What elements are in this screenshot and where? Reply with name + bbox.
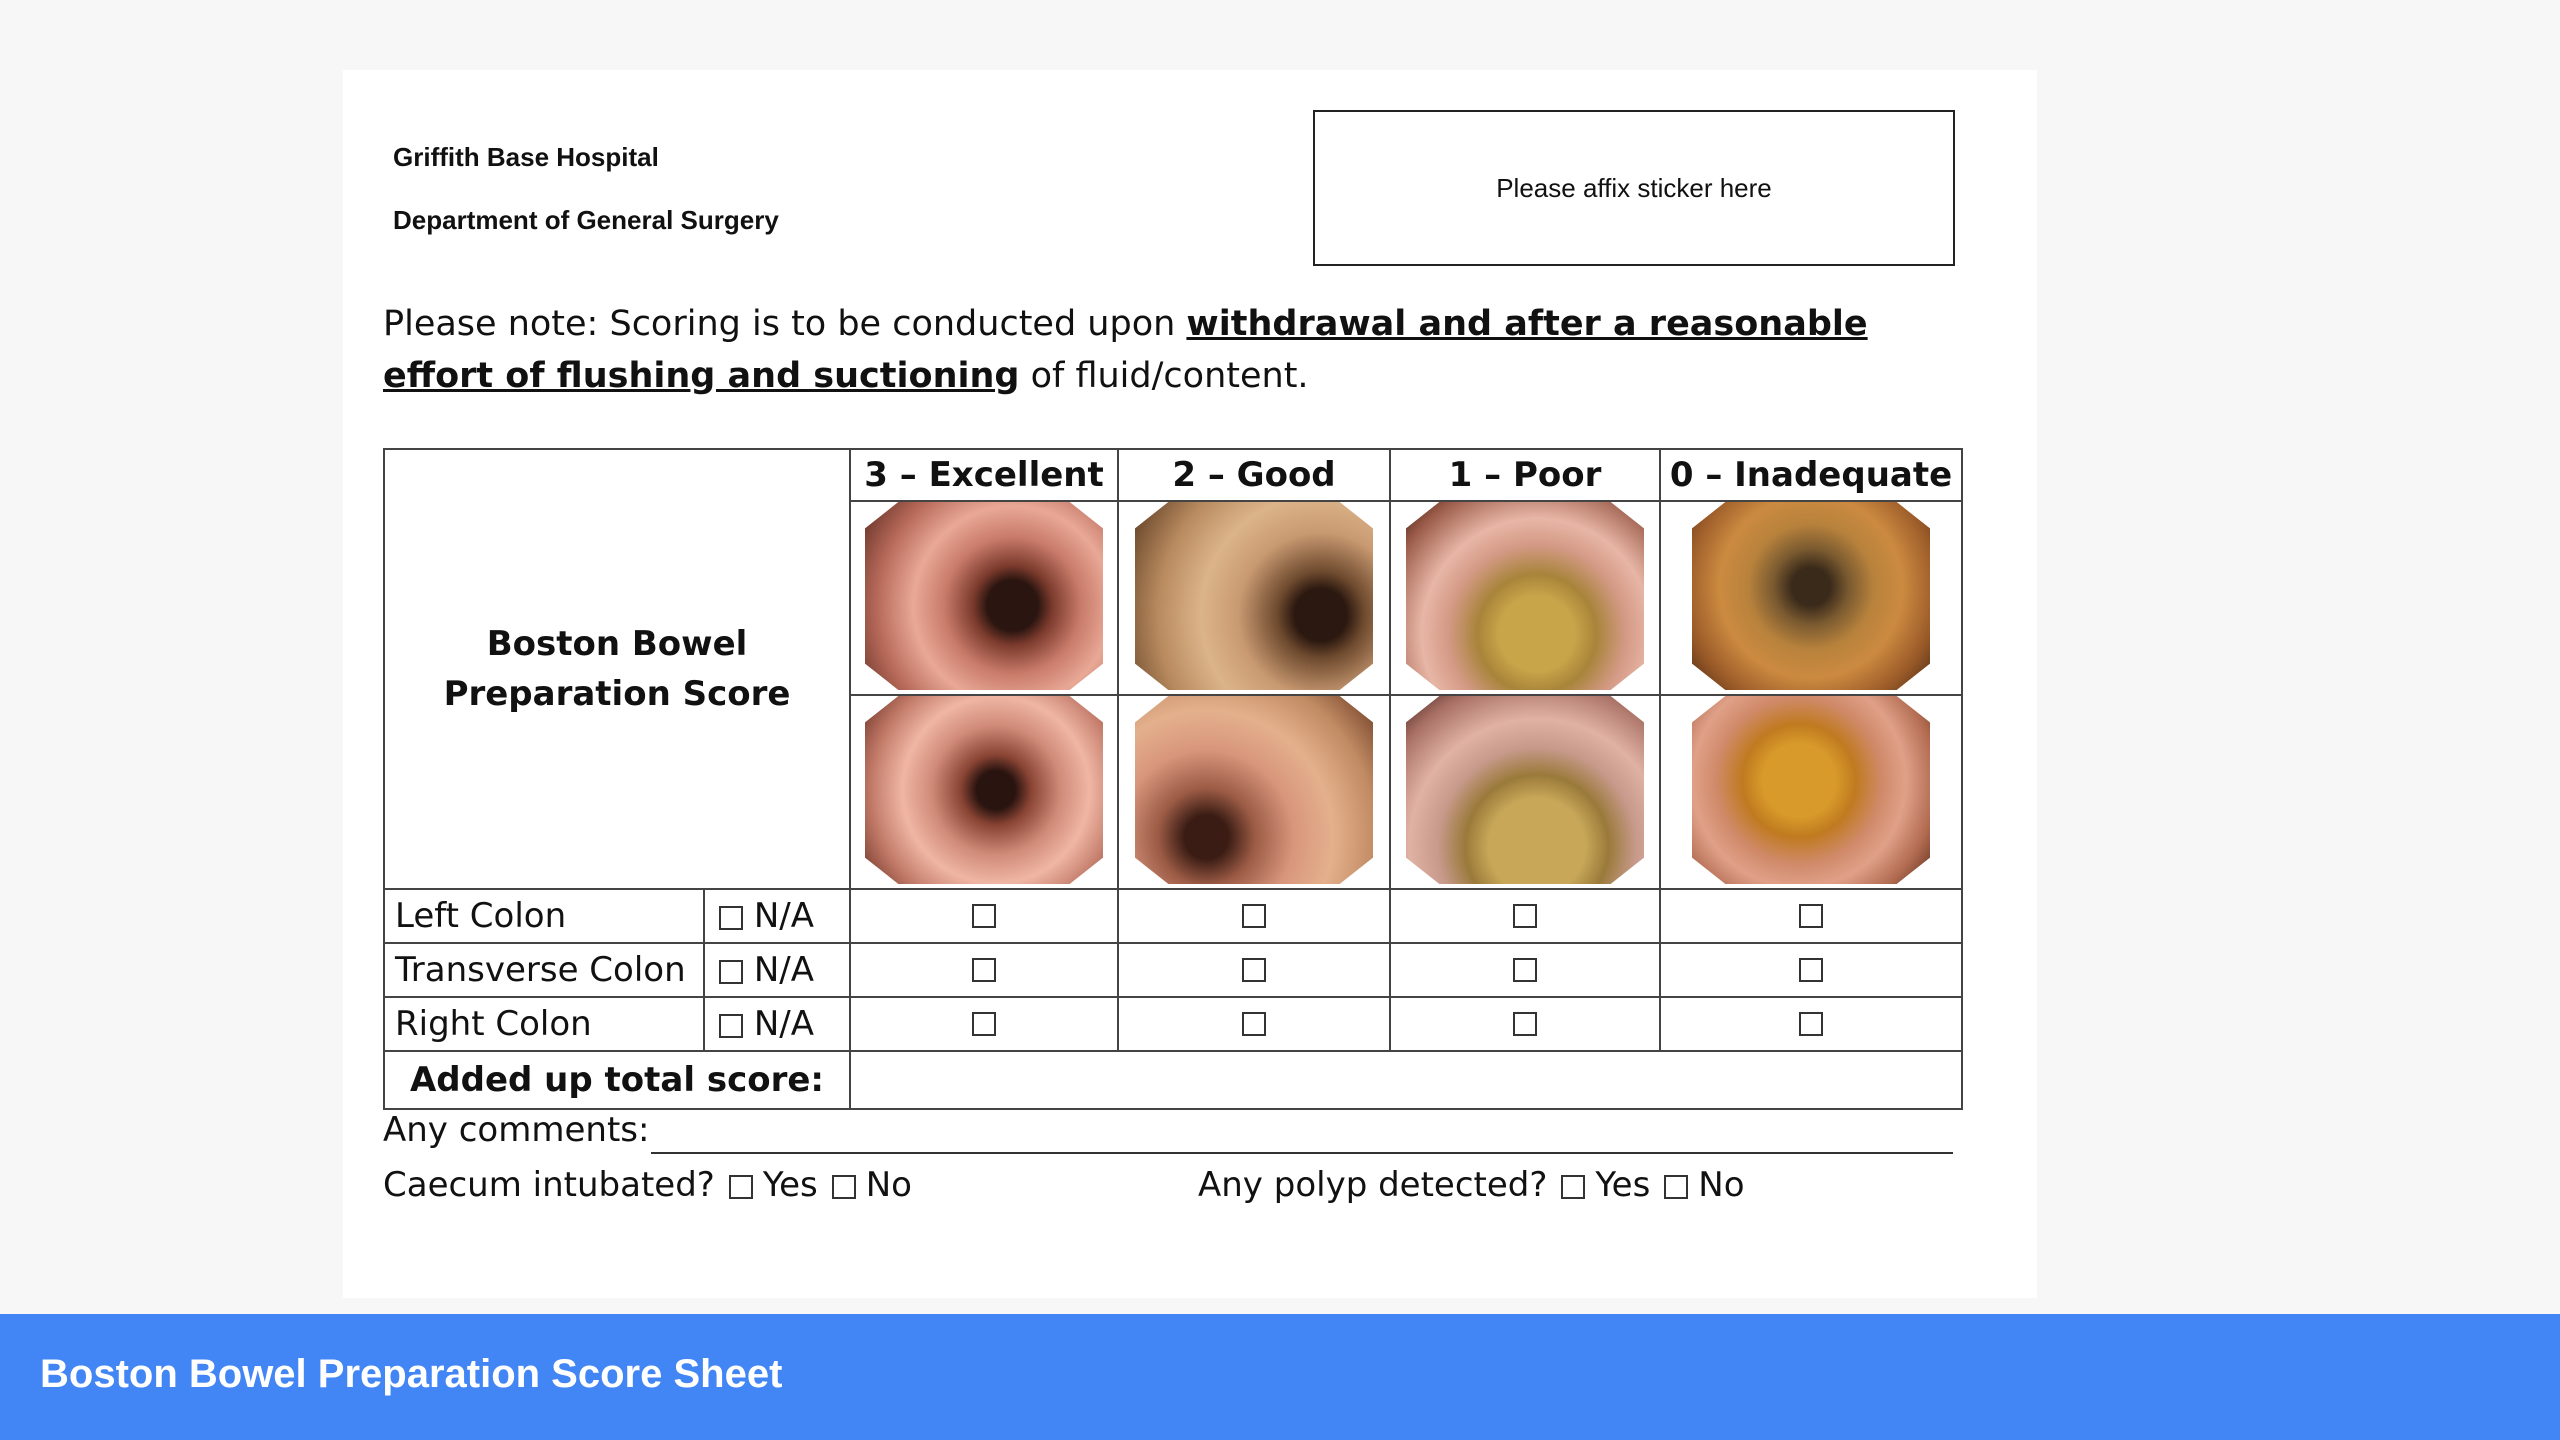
department-name: Department of General Surgery — [393, 205, 779, 235]
checkbox-cell — [1660, 943, 1962, 997]
image-cell — [1660, 501, 1962, 695]
polyp-question — [1198, 1165, 1745, 1205]
note-prefix: Please note: Scoring is to be conducted upon — [383, 304, 1187, 344]
checkbox-cell — [1118, 997, 1390, 1051]
checkbox-cell — [1118, 889, 1390, 943]
column-header-excellent: 3 – Excellent — [850, 449, 1118, 501]
image-cell — [1390, 695, 1660, 889]
right-colon-score-2-checkbox[interactable] — [1242, 1012, 1266, 1036]
patient-sticker-box — [1313, 110, 1955, 266]
transverse-colon-score-0-checkbox[interactable] — [1799, 958, 1823, 982]
right-colon-score-1-checkbox[interactable] — [1513, 1012, 1537, 1036]
checkbox-cell — [1660, 889, 1962, 943]
column-header-poor: 1 – Poor — [1390, 449, 1660, 501]
colonoscopy-image-inadequate-1 — [1692, 502, 1930, 690]
image-cell — [1118, 501, 1390, 695]
right-colon-score-0-checkbox[interactable] — [1799, 1012, 1823, 1036]
na-cell — [704, 997, 850, 1051]
sticker-label: Please affix sticker here — [1496, 172, 1772, 203]
footer-title: Boston Bowel Preparation Score Sheet — [40, 1352, 783, 1396]
left-colon-na-checkbox[interactable] — [719, 906, 743, 930]
colonoscopy-image-good-1 — [1135, 502, 1373, 690]
na-label: N/A — [753, 950, 814, 990]
na-cell — [704, 943, 850, 997]
caecum-question — [383, 1165, 912, 1205]
checkbox-cell — [1118, 943, 1390, 997]
na-cell — [704, 889, 850, 943]
colonoscopy-image-excellent-2 — [865, 696, 1103, 884]
left-colon-score-3-checkbox[interactable] — [972, 904, 996, 928]
colonoscopy-image-poor-2 — [1406, 696, 1644, 884]
colonoscopy-image-good-2 — [1135, 696, 1373, 884]
transverse-colon-score-3-checkbox[interactable] — [972, 958, 996, 982]
checkbox-cell — [850, 943, 1118, 997]
row-label-transverse-colon: Transverse Colon — [384, 943, 704, 997]
right-colon-na-checkbox[interactable] — [719, 1014, 743, 1038]
right-colon-score-3-checkbox[interactable] — [972, 1012, 996, 1036]
polyp-no-checkbox[interactable] — [1664, 1175, 1688, 1199]
colonoscopy-image-poor-1 — [1406, 502, 1644, 690]
checkbox-cell — [1390, 889, 1660, 943]
checkbox-cell — [1390, 943, 1660, 997]
caecum-yes-checkbox[interactable] — [729, 1175, 753, 1199]
image-cell — [1390, 501, 1660, 695]
column-header-good: 2 – Good — [1118, 449, 1390, 501]
table-row — [384, 997, 1962, 1051]
comments-label: Any comments: — [383, 1110, 650, 1150]
transverse-colon-score-1-checkbox[interactable] — [1513, 958, 1537, 982]
image-cell — [1118, 695, 1390, 889]
colonoscopy-image-excellent-1 — [865, 502, 1103, 690]
left-colon-score-0-checkbox[interactable] — [1799, 904, 1823, 928]
left-colon-score-2-checkbox[interactable] — [1242, 904, 1266, 928]
score-sheet-page — [343, 70, 2037, 1298]
na-label: N/A — [753, 1004, 814, 1044]
row-label-left-colon: Left Colon — [384, 889, 704, 943]
total-score-label: Added up total score: — [384, 1051, 850, 1109]
image-cell — [850, 695, 1118, 889]
image-cell — [850, 501, 1118, 695]
footer-banner — [0, 1314, 2560, 1440]
table-row — [384, 889, 1962, 943]
caecum-label: Caecum intubated? — [383, 1165, 715, 1205]
comments-field[interactable] — [651, 1152, 1953, 1154]
polyp-label: Any polyp detected? — [1198, 1165, 1548, 1205]
bbps-title — [384, 449, 850, 889]
transverse-colon-score-2-checkbox[interactable] — [1242, 958, 1266, 982]
table-row — [384, 943, 1962, 997]
caecum-no-label: No — [865, 1165, 912, 1205]
checkbox-cell — [1390, 997, 1660, 1051]
bbps-table — [383, 448, 1963, 1110]
colonoscopy-image-inadequate-2 — [1692, 696, 1930, 884]
image-cell — [1660, 695, 1962, 889]
checkbox-cell — [1660, 997, 1962, 1051]
note-emphasis: withdrawal and after a reasonable effort of flushing and suctioning — [383, 304, 1868, 396]
left-colon-score-1-checkbox[interactable] — [1513, 904, 1537, 928]
checkbox-cell — [850, 997, 1118, 1051]
checkbox-cell — [850, 889, 1118, 943]
polyp-yes-label: Yes — [1595, 1165, 1651, 1205]
caecum-yes-label: Yes — [762, 1165, 818, 1205]
total-row — [384, 1051, 1962, 1109]
polyp-yes-checkbox[interactable] — [1561, 1175, 1585, 1199]
bbps-title-line2: Preparation Score — [443, 674, 791, 714]
transverse-colon-na-checkbox[interactable] — [719, 960, 743, 984]
polyp-no-label: No — [1698, 1165, 1745, 1205]
note-suffix: of fluid/content. — [1019, 356, 1309, 396]
total-score-field[interactable] — [850, 1051, 1962, 1109]
column-header-inadequate: 0 – Inadequate — [1660, 449, 1962, 501]
caecum-no-checkbox[interactable] — [832, 1175, 856, 1199]
scoring-note — [383, 298, 1983, 402]
hospital-name: Griffith Base Hospital — [393, 142, 659, 172]
bbps-title-line1: Boston Bowel — [486, 624, 748, 664]
na-label: N/A — [753, 896, 814, 936]
row-label-right-colon: Right Colon — [384, 997, 704, 1051]
